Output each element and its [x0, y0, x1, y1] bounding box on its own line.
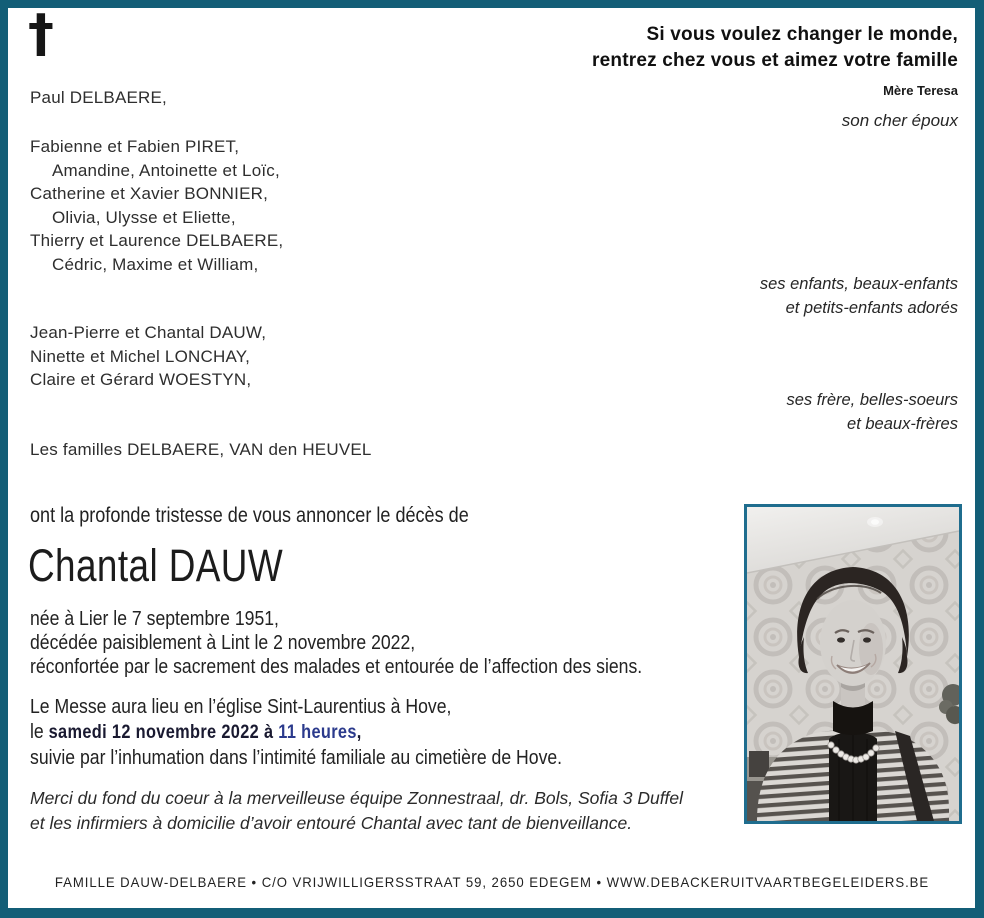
- relation-children: [760, 273, 958, 320]
- service-line2: [30, 719, 562, 745]
- mourner-children-list: [30, 135, 283, 276]
- footer-contact: FAMILLE DAUW-DELBAERE • C/O VRIJWILLIGERSSTRAAT 59, 2650 EDEGEM • WWW.DEBACKERUITVAARTBEGELEIDERS.BE: [54, 874, 930, 890]
- mourner-line: Catherine et Xavier BONNIER,: [30, 184, 269, 203]
- mourner-line: Claire et Gérard WOESTYN,: [30, 370, 252, 389]
- relation-siblings-line1: ses frère, belles-soeurs: [786, 391, 958, 409]
- mourner-line: Fabienne et Fabien PIRET,: [30, 137, 240, 156]
- service-line1: Le Messe aura lieu en l’église Sint-Laurentius à Hove,: [30, 695, 452, 718]
- mourner-line: Thierry et Laurence DELBAERE,: [30, 231, 284, 250]
- relation-siblings: [787, 389, 959, 436]
- mourner-families: Les familles DELBAERE, VAN den HEUVEL: [30, 440, 372, 459]
- death-line: décédée paisiblement à Lint le 2 novembre 2022,: [30, 631, 416, 654]
- mourner-spouse: Paul DELBAERE,: [30, 88, 167, 107]
- mourner-siblings-list: [30, 321, 266, 392]
- quote-line-1: Si vous voulez changer le monde,: [646, 24, 958, 45]
- service-comma: ,: [356, 722, 362, 743]
- mourner-line: Ninette et Michel LONCHAY,: [30, 346, 250, 366]
- relation-siblings-line2: et beaux-frères: [847, 414, 958, 433]
- quote-author: Mère Teresa: [883, 83, 958, 98]
- thanks-line2: et les infirmiers à domicilie d’avoir entouré Chantal avec tant de bienveillance.: [30, 813, 633, 833]
- cross-icon: †: [28, 4, 54, 64]
- service-time: 11 heures: [278, 722, 357, 743]
- announcement-intro: ont la profonde tristesse de vous annoncer le décès de: [30, 504, 469, 527]
- service-date: samedi 12 novembre 2022 à: [48, 722, 279, 743]
- birth-line: née à Lier le 7 septembre 1951,: [30, 607, 279, 630]
- service-le: le: [30, 720, 49, 743]
- thanks-block: [30, 786, 683, 836]
- portrait-photo-image: [747, 507, 959, 821]
- thanks-line1: Merci du fond du coeur à la merveilleuse équipe Zonnestraal, dr. Bols, Sofia 3 Duffel: [30, 788, 684, 808]
- deceased-name: Chantal DAUW: [28, 540, 284, 591]
- service-info: [30, 694, 562, 770]
- portrait-photo: [744, 504, 962, 824]
- quote-line-2: rentrez chez vous et aimez votre famille: [592, 50, 958, 71]
- relation-spouse: son cher époux: [841, 111, 958, 130]
- relation-children-line2: et petits-enfants adorés: [785, 298, 958, 317]
- mourner-line: Olivia, Ulysse et Eliette,: [52, 207, 236, 227]
- mourner-line: Cédric, Maxime et William,: [52, 254, 259, 274]
- comfort-line: réconfortée par le sacrement des malades et entourée de l’affection des siens.: [30, 655, 643, 678]
- mourner-line: Amandine, Antoinette et Loïc,: [52, 160, 280, 180]
- quote-block: [592, 22, 958, 98]
- relation-children-line1: ses enfants, beaux-enfants: [759, 275, 958, 293]
- announcement-details: [30, 607, 642, 679]
- service-line3: suivie par l’inhumation dans l’intimité familiale au cimetière de Hove.: [30, 746, 563, 769]
- mourner-line: Jean-Pierre et Chantal DAUW,: [30, 323, 267, 342]
